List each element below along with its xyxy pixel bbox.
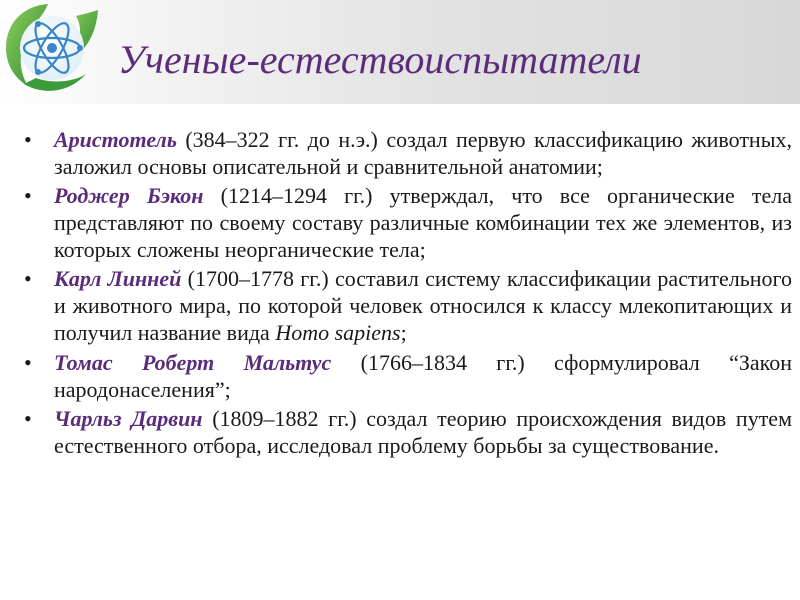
list-item-aristotle — [24, 126, 792, 180]
description-tail: ; — [400, 320, 407, 346]
scientist-description: (1809–1882 гг.) создал теорию происхождения видов путем естественного отбора, исследовал проблему борьбы за существование. — [54, 405, 792, 458]
atom-leaf-icon — [0, 0, 104, 94]
scientist-name: Карл Линней — [54, 266, 182, 292]
bullet-icon: • — [24, 266, 32, 292]
scientist-name: Роджер Бэкон — [54, 183, 204, 209]
scientist-name: Томас Роберт Мальтус — [54, 349, 332, 375]
list-item-bacon — [24, 182, 792, 263]
slide-title: Ученые-естествоиспытатели — [118, 37, 642, 82]
bullet-icon: • — [24, 349, 32, 375]
bullet-icon: • — [24, 405, 32, 431]
scientist-description: (384–322 гг. до н.э.) создал первую классификацию животных, заложил основы описательной и сравнительной анатомии; — [54, 127, 792, 179]
scientist-name: Чарльз Дарвин — [54, 405, 203, 431]
species-name: Homo sapiens — [275, 320, 401, 346]
scientist-name: Аристотель — [54, 127, 177, 152]
scientist-description: (1214–1294 гг.) утверждал, что все органические тела представляют по своему составу различные комбинации тех же элементов, из которых сложены неорганические тела; — [54, 183, 792, 263]
list-item-malthus — [24, 349, 792, 403]
scientists-list — [24, 126, 792, 461]
scientist-description: (1766–1834 гг.) сформулировал “Закон народонаселения”; — [54, 349, 793, 402]
list-item-linnaeus — [24, 265, 792, 346]
scientist-description: (1700–1778 гг.) составил систему классификации растительного и животного мира, по которой человек относился к классу млекопитающих и получил название вида — [54, 266, 792, 346]
bullet-icon: • — [24, 183, 32, 209]
list-item-darwin — [24, 405, 792, 459]
bullet-icon: • — [24, 127, 32, 152]
